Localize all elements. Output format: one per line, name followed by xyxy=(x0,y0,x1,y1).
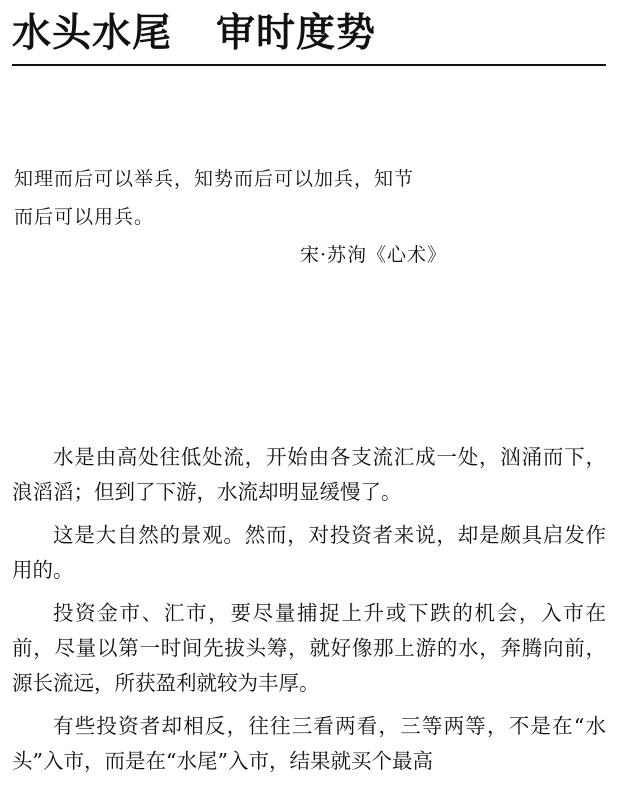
paragraph-4: 有些投资者却相反，往往三看两看，三等两等，不是在“水头”入市，而是在“水尾”入市，结果就买个最高 xyxy=(12,714,606,773)
epigraph xyxy=(14,160,494,236)
chapter-title-part2: 审时度势 xyxy=(216,11,377,56)
epigraph-line-1: 知理而后可以举兵，知势而后可以加兵，知节 xyxy=(14,168,415,190)
body-text xyxy=(12,440,606,779)
chapter-title-part1: 水头水尾 xyxy=(12,11,173,56)
paragraph-3: 投资金市、汇市，要尽量捕捉上升或下跌的机会，入市在前，尽量以第一时间先拔头筹，就好像那上游的水，奔腾向前，源长流远，所获盈利就较为丰厚。 xyxy=(12,601,606,695)
title-underline xyxy=(12,64,606,66)
chapter-title xyxy=(12,12,612,56)
paragraph-1: 水是由高处往低处流，开始由各支流汇成一处，汹涌而下，浪滔滔；但到了下游，水流却明显缓慢了。 xyxy=(12,445,606,504)
epigraph-attribution: 宋·苏洵《心术》 xyxy=(300,244,448,266)
epigraph-line-2: 而后可以用兵。 xyxy=(14,206,155,228)
paragraph-2: 这是大自然的景观。然而，对投资者来说，却是颇具启发作用的。 xyxy=(12,523,606,582)
